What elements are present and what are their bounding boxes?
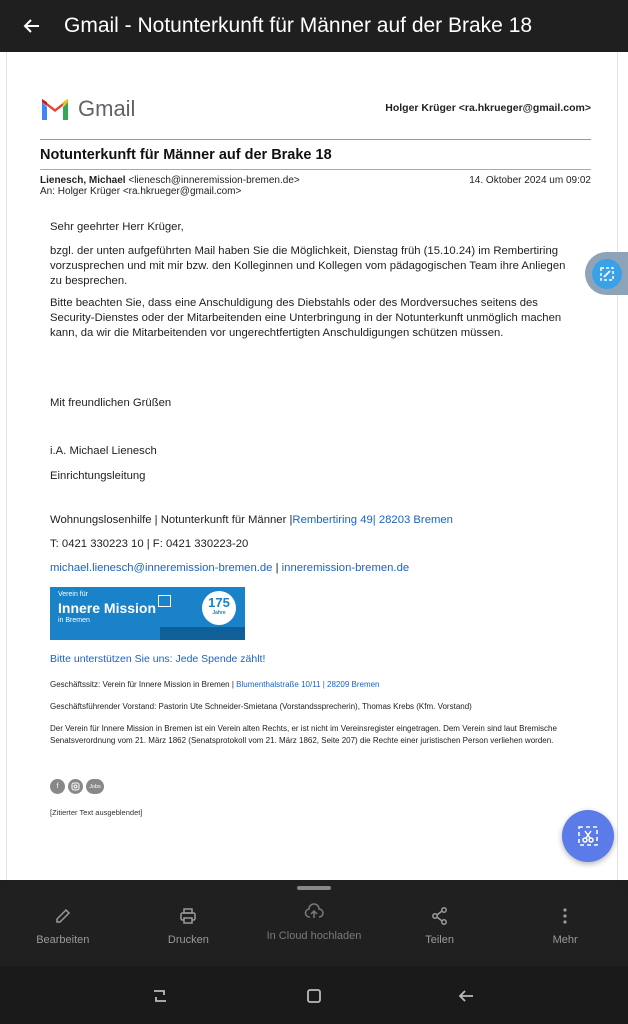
system-nav-bar bbox=[0, 966, 628, 1024]
paragraph: Bitte beachten Sie, dass eine Anschuldigung des Diebstahls oder des Mordversuches seitens des Security-Dienstes oder der Mitarbeitenden eine Unterbringung in der Notunterkunft unmöglich machen kann, da wir die Mitarbeitenden vor ungerechtfertigten Anschuldigungen schützen müssen. bbox=[50, 297, 562, 339]
signature-role: Einrichtungsleitung bbox=[50, 470, 146, 482]
pencil-icon bbox=[53, 906, 73, 926]
signature-phone: T: 0421 330223 10 | F: 0421 330223-20 bbox=[50, 538, 249, 550]
edit-screenshot-icon bbox=[592, 259, 622, 289]
email-to: An: Holger Krüger <ra.hkrueger@gmail.com> bbox=[40, 186, 242, 197]
board-info: Geschäftsführender Vorstand: Pastorin Ute Schneider-Smietana (Vorstandssprecherin), Thomas Krebs (Kfm. Vorstand) bbox=[50, 702, 472, 711]
email-from bbox=[40, 175, 300, 186]
seat-address-link[interactable]: Blumenthalstraße 10/11 | 28209 Bremen bbox=[236, 680, 380, 689]
website-link[interactable]: inneremission-bremen.de bbox=[281, 562, 410, 574]
back-button[interactable] bbox=[0, 0, 64, 52]
jobs-icon[interactable]: Jobs bbox=[86, 779, 104, 794]
instagram-icon[interactable] bbox=[68, 779, 83, 794]
anniversary-badge: 175 Jahre bbox=[202, 591, 236, 625]
facebook-icon[interactable]: f bbox=[50, 779, 65, 794]
gmail-logo-text: Gmail bbox=[78, 96, 136, 121]
upload-cloud-action[interactable]: In Cloud hochladen bbox=[251, 902, 377, 946]
from-name: Lienesch, Michael bbox=[40, 175, 126, 186]
innere-mission-banner[interactable]: Verein für Innere Mission in Bremen 175 Jahre bbox=[50, 587, 245, 640]
paragraph: bzgl. der unten aufgeführten Mail haben Sie die Möglichkeit, Dienstag früh (15.10.24) im Rembertiring vorzusprechen und mit mir bzw. den Kolleginnen und Kollegen vom pädagogischen Team ihre Anliegen zu besprechen. bbox=[50, 245, 566, 287]
divider bbox=[40, 169, 591, 170]
gmail-logo bbox=[40, 96, 135, 122]
email-print-view bbox=[0, 52, 628, 880]
email-subject: Notunterkunft für Männer auf der Brake 18 bbox=[40, 147, 332, 163]
email-link[interactable]: michael.lienesch@inneremission-bremen.de bbox=[50, 562, 273, 574]
cross-logo-icon bbox=[158, 595, 171, 607]
action-sheet bbox=[0, 880, 628, 966]
more-vertical-icon bbox=[555, 906, 575, 926]
seat-info: Geschäftssitz: Verein für Innere Mission in Bremen | Blumenthalstraße 10/11 | 28209 Bremen bbox=[50, 680, 380, 689]
gmail-m-icon bbox=[40, 98, 70, 120]
email-body bbox=[50, 220, 580, 576]
print-action[interactable]: Drucken bbox=[126, 906, 252, 946]
share-icon bbox=[430, 906, 450, 926]
signature-name: i.A. Michael Lienesch bbox=[50, 445, 157, 457]
address-link[interactable]: Rembertiring 49| 28203 Bremen bbox=[292, 514, 453, 526]
people-illustration bbox=[160, 627, 245, 640]
email-page bbox=[6, 52, 618, 880]
sheet-handle[interactable] bbox=[297, 886, 331, 890]
cloud-upload-icon bbox=[304, 902, 324, 922]
nav-back-button[interactable] bbox=[456, 986, 476, 1006]
donate-link[interactable]: Bitte unterstützen Sie uns: Jede Spende zählt! bbox=[50, 653, 266, 665]
recents-icon bbox=[151, 988, 169, 1004]
scroll-capture-button[interactable] bbox=[562, 810, 614, 862]
printer-icon bbox=[178, 906, 198, 926]
social-links bbox=[50, 779, 107, 794]
signature-contact: michael.lienesch@inneremission-bremen.de | inneremission-bremen.de bbox=[50, 562, 410, 574]
arrow-left-icon bbox=[22, 16, 42, 36]
email-date: 14. Oktober 2024 um 09:02 bbox=[469, 175, 591, 186]
app-bar bbox=[0, 0, 628, 52]
recent-apps-button[interactable] bbox=[150, 986, 170, 1006]
scissors-capture-icon bbox=[577, 825, 599, 847]
more-action[interactable]: Mehr bbox=[502, 906, 628, 946]
legal-info: Der Verein für Innere Mission in Bremen ist ein Verein alten Rechts, er ist nicht im Vereinsregister eingetragen. Dem Verein sind laut Bremische Senatsverordnung vom 21. März 1862 (Senatsprotokoll vom 21. März 1862, Seite 207) die Rechte einer juristischen Person verliehen worden. bbox=[50, 724, 557, 745]
home-square-icon bbox=[306, 988, 322, 1004]
closing: Mit freundlichen Grüßen bbox=[50, 397, 172, 409]
home-button[interactable] bbox=[304, 986, 324, 1006]
signature-org: Wohnungslosenhilfe | Notunterkunft für Männer |Rembertiring 49| 28203 Bremen bbox=[50, 514, 453, 526]
window-title: Gmail - Notunterkunft für Männer auf der Brake 18 bbox=[64, 14, 533, 37]
greeting: Sehr geehrter Herr Krüger, bbox=[50, 221, 184, 233]
nav-back-icon bbox=[457, 988, 475, 1004]
share-action[interactable]: Teilen bbox=[377, 906, 503, 946]
edge-panel-handle[interactable] bbox=[585, 252, 628, 295]
account-sender: Holger Krüger <ra.hkrueger@gmail.com> bbox=[385, 102, 591, 114]
edit-action[interactable]: Bearbeiten bbox=[0, 906, 126, 946]
action-bar bbox=[0, 906, 628, 946]
divider bbox=[40, 139, 591, 140]
from-email: <lienesch@inneremission-bremen.de> bbox=[125, 175, 300, 186]
quoted-text-hidden[interactable]: [Zitierter Text ausgeblendet] bbox=[50, 808, 143, 817]
